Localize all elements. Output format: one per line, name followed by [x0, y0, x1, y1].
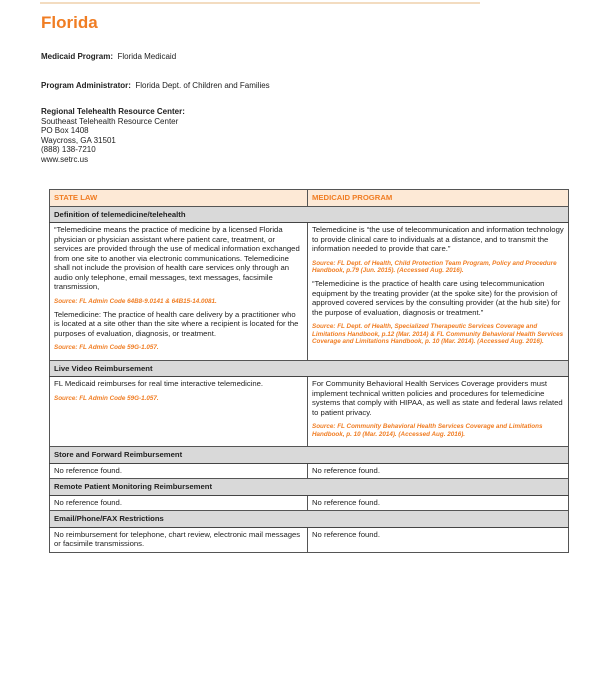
- medicaid-program-cell: [308, 463, 569, 479]
- table-row: [50, 223, 569, 361]
- medicaid-program-cell: [308, 527, 569, 552]
- section-title: Live Video Reimbursement: [50, 360, 569, 377]
- rtrc-label: Regional Telehealth Resource Center:: [41, 107, 185, 116]
- state-law-cell: [50, 527, 308, 552]
- cell-text: No reference found.: [54, 497, 122, 507]
- rtrc-website[interactable]: www.setrc.us: [41, 154, 89, 164]
- state-law-cell: [50, 495, 308, 511]
- medicaid-program-label: Medicaid Program:: [41, 52, 114, 61]
- section-header-row: [50, 479, 569, 496]
- top-divider: [40, 2, 480, 4]
- table-header-row: [50, 190, 569, 207]
- section-title: Definition of telemedicine/telehealth: [50, 206, 569, 223]
- cell-text: No reference found.: [312, 465, 380, 475]
- state-law-cell: [50, 463, 308, 479]
- source-citation: Source: FL Community Behavioral Health Services Coverage and Limitations Handbook, p. 10 (Mar. 2014). (Accessed Aug. 2016).: [312, 423, 543, 438]
- source-citation: Source: FL Admin Code 59G-1.057.: [54, 344, 159, 352]
- table-row: [50, 377, 569, 447]
- rtrc-name: Southeast Telehealth Resource Center: [41, 116, 179, 126]
- cell-text: Telemedicine: The practice of health care delivery by a practitioner who is located at a site other than the site where a recipient is located for the purposes of evaluation, diagnosis, or treatment.: [54, 309, 299, 338]
- medicaid-program-line: [41, 52, 176, 62]
- table-row: [50, 463, 569, 479]
- rtrc-po-box: PO Box 1408: [41, 126, 89, 136]
- state-law-cell: [50, 377, 308, 447]
- cell-text: For Community Behavioral Health Services Coverage providers must implement technical written policies and procedures for telemedicine systems that comply with HIPAA, as well as state and federal laws related to patient privacy.: [312, 379, 563, 417]
- cell-text: “Telemedicine is the practice of health care using telecommunication equipment by the treating provider (at the spoke site) for the provision of approved covered services by the consulting provider (at the hub site) for the purpose of evaluation, diagnosis or treatment.”: [312, 279, 561, 317]
- source-citation: Source: FL Dept. of Health, Child Protection Team Program, Policy and Procedure Handbook, p.79 (Jun. 2015). (Accessed Aug. 2016).: [312, 259, 557, 274]
- rtrc-phone: (888) 138-7210: [41, 145, 96, 155]
- table-body: [50, 206, 569, 552]
- state-law-cell: [50, 223, 308, 361]
- cell-text: No reference found.: [312, 529, 380, 539]
- program-administrator-line: [41, 81, 270, 91]
- source-citation: Source: FL Dept. of Health, Specialized Therapeutic Services Coverage and Limitations Handbook, p.12 (Mar. 2014) & FL Community Behavioral Health Services Coverage and Limitations Handbook, p. 10 (Mar. 2014). (Accessed Aug. 2016).: [312, 323, 564, 346]
- cell-text: FL Medicaid reimburses for real time interactive telemedicine.: [54, 379, 264, 389]
- cell-text: “Telemedicine means the practice of medicine by a licensed Florida physician or physician assistant where patient care, treatment, or services are provided through the use of medical information exchanged from one site to another via electronic communications. Telemedicine shall not include the provision of health care services only through an audio only telephone, email messages, text messages, facsimile transmission,: [54, 225, 300, 291]
- cell-text: No reimbursement for telephone, chart review, electronic mail messages or facsimile transmissions.: [54, 529, 301, 549]
- page-title: Florida: [41, 13, 98, 32]
- rtrc-block: [41, 107, 185, 165]
- section-title: Remote Patient Monitoring Reimbursement: [50, 479, 569, 496]
- table-row: [50, 495, 569, 511]
- source-citation: Source: FL Admin Code 59G-1.057.: [54, 394, 159, 402]
- section-header-row: [50, 206, 569, 223]
- header-medicaid-program: MEDICAID PROGRAM: [308, 190, 569, 207]
- medicaid-program-cell: [308, 377, 569, 447]
- cell-text: No reference found.: [312, 497, 380, 507]
- policy-table: [49, 189, 569, 553]
- program-administrator-label: Program Administrator:: [41, 81, 131, 90]
- medicaid-program-cell: [308, 223, 569, 361]
- section-title: Email/Phone/FAX Restrictions: [50, 511, 569, 528]
- rtrc-city: Waycross, GA 31501: [41, 135, 116, 145]
- table-row: [50, 527, 569, 552]
- medicaid-program-value: Florida Medicaid: [117, 52, 177, 61]
- cell-text: No reference found.: [54, 465, 122, 475]
- section-title: Store and Forward Reimbursement: [50, 447, 569, 464]
- cell-text: Telemedicine is “the use of telecommunication and information technology to provide clinical care to individuals at a distance, and to transmit the information needed to provide that care.”: [312, 225, 564, 253]
- header-state-law: STATE LAW: [50, 190, 308, 207]
- section-header-row: [50, 360, 569, 377]
- section-header-row: [50, 511, 569, 528]
- medicaid-program-cell: [308, 495, 569, 511]
- program-administrator-value: Florida Dept. of Children and Families: [135, 81, 270, 90]
- source-citation: Source: FL Admin Code 64B8-9.0141 & 64B15-14.0081.: [54, 297, 217, 305]
- section-header-row: [50, 447, 569, 464]
